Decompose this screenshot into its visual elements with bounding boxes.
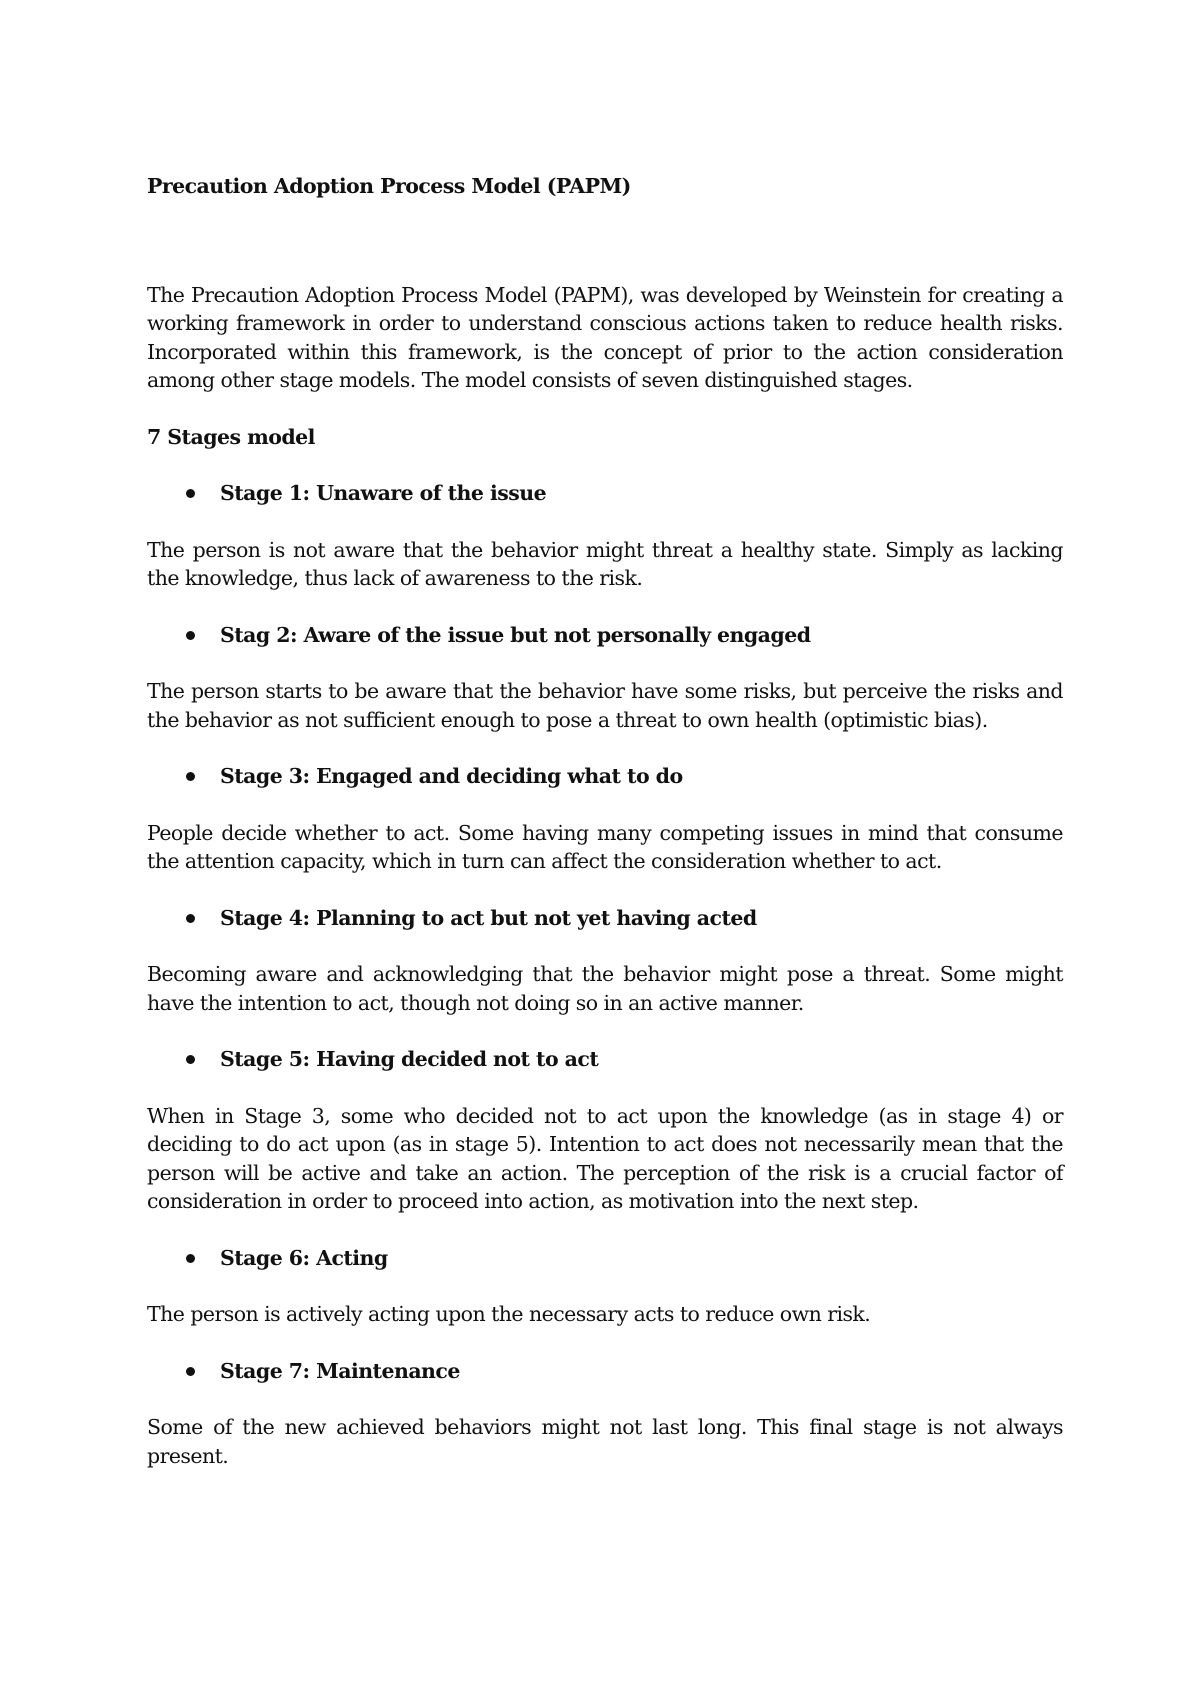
stage-7-label: Stage 7: Maintenance	[220, 1358, 460, 1383]
bullet-icon	[186, 631, 195, 640]
bullet-icon	[186, 489, 195, 498]
stage-6-heading	[147, 1244, 1063, 1273]
document-body	[147, 172, 1063, 1498]
stage-3-label: Stage 3: Engaged and deciding what to do	[220, 764, 683, 788]
stage-2-label: Stag 2: Aware of the issue but not personally engaged	[220, 622, 811, 647]
stage-1-description: The person is not aware that the behavior might threat a healthy state. Simply as lacking the knowledge, thus lack of awareness to the risk.	[147, 537, 1063, 590]
stage-1-label: Stage 1: Unaware of the issue	[220, 481, 547, 505]
stage-2-heading	[147, 621, 1063, 650]
stage-4-heading	[147, 904, 1063, 933]
stage-2-description: The person starts to be aware that the behavior have some risks, but perceive the risks and the behavior as not sufficient enough to pose a threat to own health (optimistic bias).	[147, 679, 1063, 732]
stage-6-description: The person is actively acting upon the necessary acts to reduce own risk.	[147, 1302, 871, 1326]
bullet-icon	[186, 1254, 195, 1263]
stage-3-description: People decide whether to act. Some having many competing issues in mind that consume the attention capacity, which in turn can affect the consideration whether to act.	[147, 820, 1063, 873]
bullet-icon	[186, 1055, 195, 1064]
bullet-icon	[186, 1367, 195, 1376]
intro-paragraph: The Precaution Adoption Process Model (PAPM), was developed by Weinstein for creating a working framework in order to understand conscious actions taken to reduce health risks. Incorporated within this framework, is the concept of prior to the action consideration among other stage models. The model consists of seven distinguished stages.	[147, 282, 1063, 392]
document-title: Precaution Adoption Process Model (PAPM)	[147, 174, 631, 198]
stage-5-label: Stage 5: Having decided not to act	[220, 1047, 599, 1071]
stage-4-label: Stage 4: Planning to act but not yet having acted	[220, 905, 757, 930]
section-heading: 7 Stages model	[147, 424, 315, 449]
stage-4-description: Becoming aware and acknowledging that the behavior might pose a threat. Some might have the intention to act, though not doing so in an active manner.	[147, 962, 1063, 1015]
stage-7-description: Some of the new achieved behaviors might not last long. This final stage is not always present.	[147, 1415, 1063, 1468]
stage-5-heading	[147, 1045, 1063, 1074]
stage-3-heading	[147, 762, 1063, 791]
bullet-icon	[186, 772, 195, 781]
stage-6-label: Stage 6: Acting	[220, 1245, 388, 1270]
stage-5-description: When in Stage 3, some who decided not to act upon the knowledge (as in stage 4) or deciding to do act upon (as in stage 5). Intention to act does not necessarily mean that the person will be active and take an action. The perception of the risk is a crucial factor of consideration in order to proceed into action, as motivation into the next step.	[147, 1103, 1063, 1213]
stage-7-heading	[147, 1357, 1063, 1386]
stage-1-heading	[147, 479, 1063, 508]
bullet-icon	[186, 914, 195, 923]
